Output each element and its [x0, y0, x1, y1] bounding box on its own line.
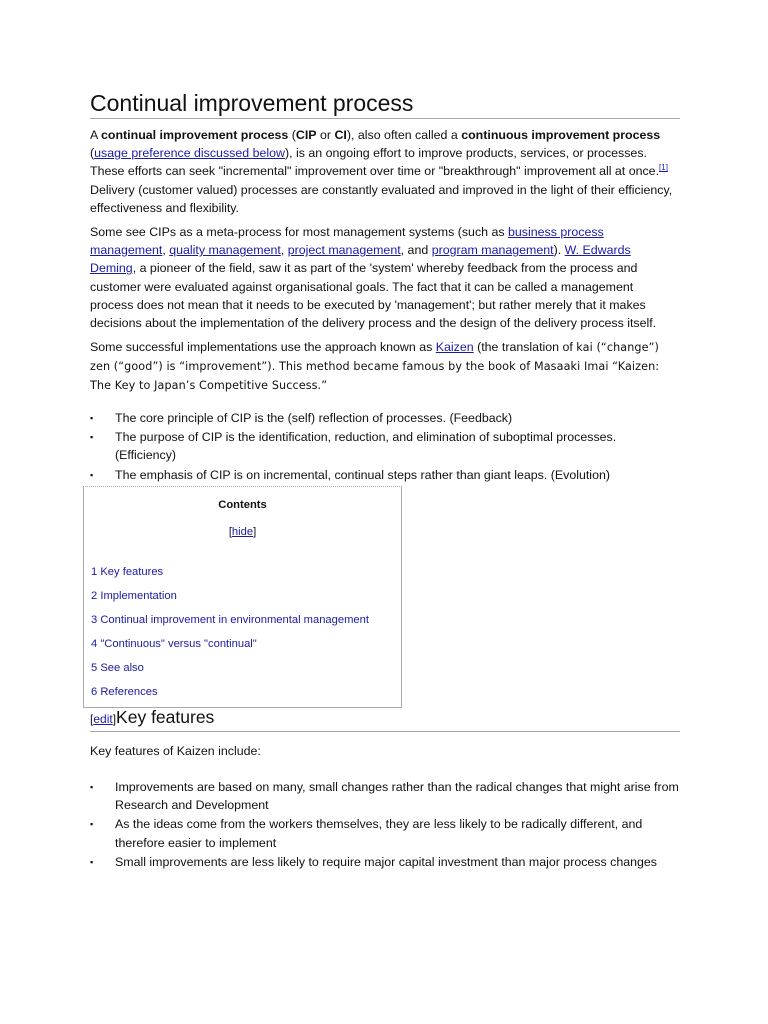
edit-section	[90, 712, 116, 726]
intro-paragraph	[90, 126, 680, 217]
usage-preference-link[interactable]: usage preference discussed below	[94, 146, 285, 161]
section-heading-key-features	[90, 705, 680, 732]
toc-item-key-features[interactable]: 1 Key features	[91, 566, 164, 578]
kaizen-link[interactable]: Kaizen	[435, 340, 474, 354]
deming-link[interactable]: W. Edwards Deming	[90, 243, 631, 276]
toc-item-references[interactable]: 6 References	[91, 686, 158, 698]
key-features-list	[90, 778, 680, 872]
bullet-icon: ▪	[90, 469, 94, 480]
quality-management-link[interactable]: quality management	[169, 243, 281, 258]
bpm-link[interactable]: business process management	[90, 225, 604, 258]
toc-hide-link[interactable]: hide	[231, 526, 254, 538]
term-continuous: continuous improvement process	[461, 128, 661, 142]
intro-text: or	[316, 128, 335, 142]
reference-1-link[interactable]: [1]	[659, 163, 668, 173]
bracket: ]	[112, 712, 117, 726]
intro-text: ), also often called a	[346, 128, 462, 142]
table-of-contents	[83, 486, 402, 708]
bullet-icon: ▪	[90, 782, 94, 792]
principles-list	[90, 409, 680, 485]
list-item	[90, 815, 680, 851]
toc-item-environmental-management[interactable]: 3 Continual improvement in environmental management	[91, 614, 369, 626]
list-item	[90, 853, 680, 871]
para-text: ,	[162, 243, 170, 258]
toc-item-continuous-vs-continual[interactable]: 4 "Continuous" versus "continual"	[91, 638, 257, 650]
abbr-cip: CIP	[295, 128, 317, 142]
para-text: , and	[400, 243, 432, 258]
section-heading-text: Key features	[116, 707, 215, 727]
kaizen-translation-text: kai (“change”) zen (“good”) is “improvement”). This method became famous by the book of Masaaki Imai “Kaizen: The Key to Japan’s Competitive Success.”	[90, 341, 660, 393]
list-item-text: The purpose of CIP is the identification, reduction, and elimination of suboptimal processes. (Efficiency)	[115, 430, 617, 463]
term-cip: continual improvement process	[101, 128, 289, 142]
bullet-icon: ▪	[90, 819, 94, 830]
toc-item-see-also[interactable]: 5 See also	[91, 662, 144, 674]
list-item-text: Small improvements are less likely to require major capital investment than major process changes	[115, 854, 657, 869]
meta-process-paragraph	[90, 223, 680, 332]
bullet-icon: ▪	[90, 856, 94, 867]
bracket: [	[90, 712, 94, 726]
para-text: ).	[553, 243, 565, 258]
bracket: [	[228, 526, 232, 538]
list-item-text: Improvements are based on many, small changes rather than the radical changes that might arise from Research and Development	[115, 780, 679, 813]
intro-text: (	[288, 128, 296, 142]
toc-title: Contents	[218, 499, 267, 511]
intro-text: Delivery (customer valued) processes are constantly evaluated and improved in the light of their efficiency, effectiveness and flexibility.	[90, 182, 673, 215]
para-text: , a pioneer of the field, saw it as part of the 'system' whereby feedback from the process and customer were evaluated against organisational goals. The fact that it can be called a management process does not mean that it needs to be executed by 'management'; but rather merely that it makes decisions about the implementation of the delivery process and the design of the delivery process itself.	[90, 261, 657, 331]
list-item	[90, 428, 680, 464]
toc-item-implementation[interactable]: 2 Implementation	[91, 590, 177, 602]
abbr-ci: CI	[334, 128, 347, 142]
project-management-link[interactable]: project management	[287, 243, 401, 258]
para-text: (the translation of	[473, 340, 577, 354]
list-item-text: The core principle of CIP is the (self) reflection of processes. (Feedback)	[115, 411, 513, 425]
edit-link[interactable]: edit	[93, 712, 113, 726]
bullet-icon: ▪	[90, 413, 94, 423]
page-title: Continual improvement process	[90, 88, 680, 119]
para-text: ,	[280, 243, 288, 258]
intro-text: A	[90, 128, 102, 142]
list-item	[90, 409, 680, 427]
list-item	[90, 778, 680, 814]
key-features-intro: Key features of Kaizen include:	[90, 744, 261, 758]
intro-text: ), is an ongoing effort to improve products, services, or processes. These efforts can seek "incremental" improvement over time or "breakthrough" improvement all at once.	[90, 146, 660, 179]
bullet-icon: ▪	[90, 432, 94, 443]
program-management-link[interactable]: program management	[431, 243, 554, 258]
toc-hide-toggle	[84, 523, 401, 541]
list-item-text: The emphasis of CIP is on incremental, continual steps rather than giant leaps. (Evolution)	[115, 467, 610, 482]
list-item-text: As the ideas come from the workers themselves, they are less likely to be radically different, and therefore easier to implement	[115, 817, 643, 850]
kaizen-paragraph	[90, 338, 680, 396]
para-text: Some successful implementations use the approach known as	[90, 340, 436, 354]
bracket: ]	[253, 526, 257, 538]
intro-text: (	[90, 146, 95, 161]
list-item	[90, 466, 680, 484]
para-text: Some see CIPs as a meta-process for most management systems (such as	[90, 225, 508, 239]
